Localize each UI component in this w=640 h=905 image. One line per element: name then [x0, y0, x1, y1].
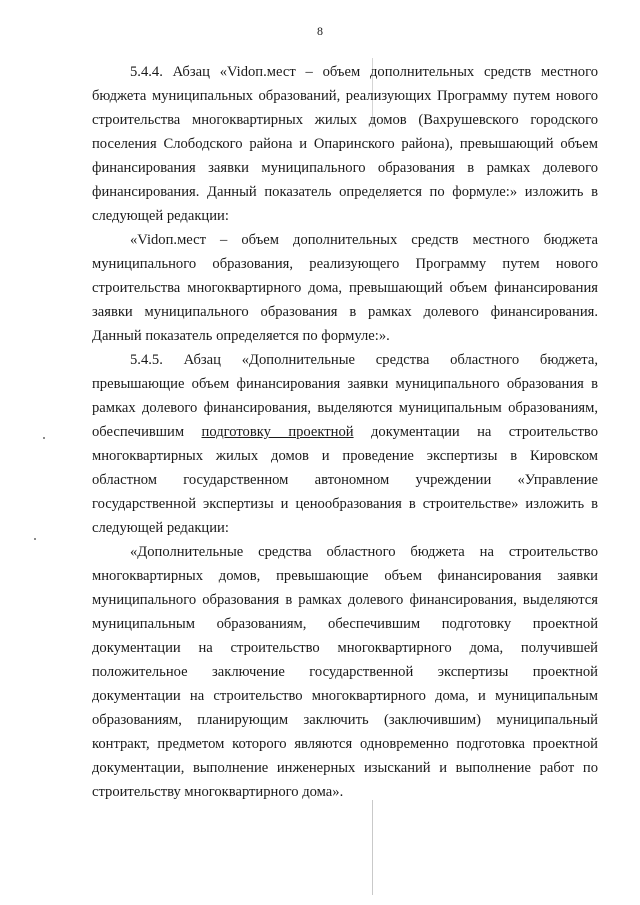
paragraph-5-4-5-text-b: документации на строительство многоквартирных жилых домов и проведение экспертизы в Кировском областном государственном автономном учреждении «Управление государственной экспертизы и ценообразования в строительстве» изложить в следующей редакции: — [92, 424, 598, 536]
paragraph-5-4-5 — [92, 348, 598, 540]
paragraph-5-4-4-new-text: «Vidоп.мест – объем дополнительных средств местного бюджета муниципального образования, реализующего Программу путем нового строительства многоквартирного дома, превышающий объем финансирования заявки муниципального образования в рамках долевого финансирования. Данный показатель определяется по формуле:». — [92, 232, 598, 344]
paragraph-5-4-5-new-text: «Дополнительные средства областного бюджета на строительство многоквартирных домов, превышающие объем финансирования заявки муниципального образования в рамках долевого финансирования, выделяются муниципальным образованиям, обеспечившим подготовку проектной документации на строительство многоквартирного дома, получившей положительное заключение государственной экспертизы проектной документации на строительство многоквартирного дома, и муниципальным образованиям, планирующим заключить (заключившим) муниципальный контракт, предметом которого являются одновременно подготовка проектной документации, выполнение инженерных изысканий и выполнение работ по строительству многоквартирного дома». — [92, 544, 598, 800]
scan-dot — [34, 538, 36, 540]
paragraph-5-4-4: 5.4.4. Абзац «Vidоп.мест – объем дополнительных средств местного бюджета муниципальных образований, реализующих Программу путем нового строительства многоквартирных жилых домов (Вахрушевского городского поселения Слободского района и Опаринского района), превышающий объем финансирования заявки муниципального образования в рамках долевого финансирования. Данный показатель определяется по формуле:» изложить в следующей редакции: — [92, 64, 598, 224]
scan-dot — [43, 437, 45, 439]
paragraph-5-4-5-text-a: 5.4.5. Абзац «Дополнительные средства областного бюджета, превышающие объем финансирования заявки муниципального образования в рамках долевого финансирования, выделяются муниципальным образованиям, обеспечившим — [92, 352, 598, 440]
document-body — [92, 60, 598, 804]
page-number: 8 — [317, 24, 323, 38]
scan-artifact-bottom — [372, 800, 373, 895]
underlined-phrase: подготовку проектной — [201, 424, 354, 440]
